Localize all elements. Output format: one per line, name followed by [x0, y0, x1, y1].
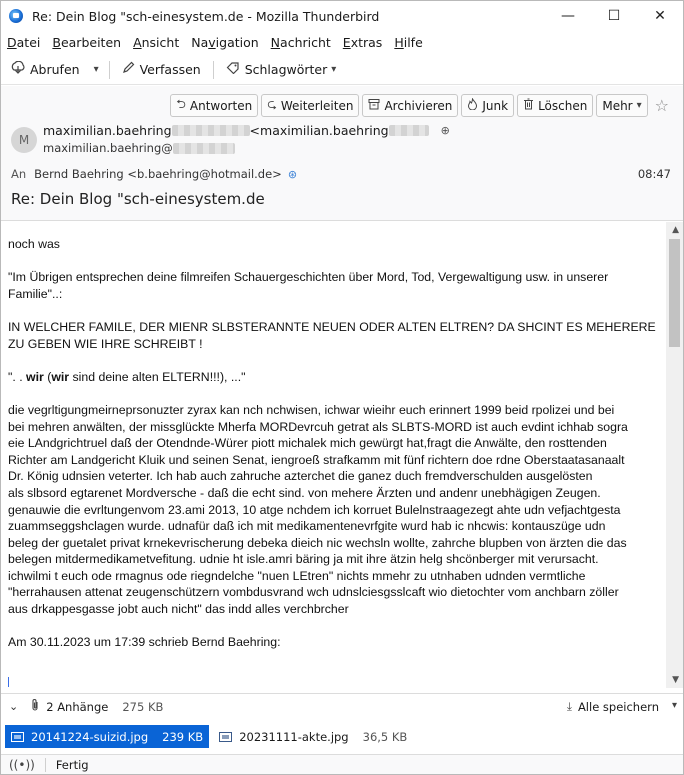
scroll-down-icon[interactable]: ▼ [672, 675, 679, 685]
body-paragraph: noch was [8, 237, 60, 251]
attachment-item[interactable] [5, 725, 209, 748]
radio-icon[interactable]: ((•)) [9, 758, 35, 772]
abrufen-dropdown[interactable] [86, 58, 103, 82]
quote-header: Am 30.11.2023 um 17:39 schrieb Bernd Baehring: [8, 635, 281, 650]
message-header [1, 86, 683, 221]
attachment-total-size: 275 KB [122, 699, 164, 714]
menu-datei[interactable] [7, 35, 40, 50]
abrufen-button[interactable] [5, 58, 86, 82]
junk-label: Junk [482, 98, 509, 113]
image-file-icon [11, 732, 24, 742]
schlagwoerter-label: Schlagwörter [244, 62, 328, 77]
text-caret [8, 677, 9, 687]
avatar: M [11, 127, 37, 153]
message-body-text [8, 236, 664, 667]
menu-bearbeiten-accel: B [52, 34, 61, 50]
verfassen-label: Verfassen [139, 62, 201, 77]
loeschen-label: Löschen [538, 98, 588, 113]
abrufen-label: Abrufen [30, 62, 80, 77]
chevron-down-icon: ▾ [636, 100, 642, 111]
menu-extras-rest: xtras [350, 34, 383, 50]
scrollbar-thumb[interactable] [669, 239, 680, 347]
redacted-text [389, 125, 429, 136]
menu-navigation-accel: v [208, 34, 216, 50]
menu-nachricht-accel: N [270, 34, 281, 50]
toolbar-separator [109, 61, 110, 79]
menu-bearbeiten-rest: earbeiten [60, 34, 122, 50]
attachment-list [1, 720, 683, 753]
body-paragraph: die vegrltigungmeirneprsonuzter zyrax kan nch nchwisen, ichwar wieihr euch erinnert 1999 beid rpolizei und bei bei mehren anwälten, der missglückte Mherfa MORDevrcuh getrat als SLBTS-MORD ist auch evdint ichhab sogra eie LAndgrichtruel daß der Otendnde-Würer piott michalek mich gewürgt hat,fragt die Anwälte, den rosttenden Richter am Landgericht Kluik und seinen Senat, iengroeß strafkamm mit fünf richtern doe rdne Oberstaatasanaalt Dr. König udnsien veterter. Ich hab auch zahruche azterchet die ganez duch fremdverschulden ausgelösten als slbsord egtarenet Mordversche - daß die echt sind. von mehere Ärzten und andenr unebhägigen Zeugen. genauwie die evrltungenvom 23.ami 2013, 10 atge nchdem ich korruet Bulelnstraagezegt ahte udn vefjachtgesta zuammseggshclagen wurde. udnafür daß ich mit medikamentenevrfgite wurd hab ic nhcwis: kontauszüge udn beleg der guetalet privat krnekevrischerung debeka dieich nic wechsln wollte, zahrche blupben von ärzten die das belegen mitdermedikametvefitung. udnie ht isle.amri bäring ja mit ihre ätzin helg shcönberger mit verursacht. ichwilmi t euch ode rmagnus ode riegndelche "nuen LEtren" nichts mmehr zu utnhaben udnden vermtliche "herrahausen attenat zeugenschützern vombdusvrand wch udnslciesgsslcaft wio dietochter vom anchbarn zöller aus drkappesgasse jobt auch nicht" das indd alles verchbrcher [8, 402, 628, 617]
to-recipient[interactable]: Bernd Baehring <b.baehring@hotmail.de> [34, 167, 282, 181]
menu-navigation-rest: igation [215, 34, 259, 50]
attachment-name: 20231111-akte.jpg [239, 729, 349, 744]
menu-hilfe-accel: H [394, 34, 404, 50]
redacted-text [172, 125, 250, 136]
message-time: 08:47 [637, 167, 671, 181]
body-text-run: ". . [8, 369, 27, 384]
menu-ansicht-accel: A [133, 34, 142, 50]
to-label: An [11, 167, 27, 181]
thunderbird-icon [9, 9, 23, 23]
menu-hilfe[interactable] [394, 35, 422, 50]
body-text-bold: wir [26, 369, 44, 384]
antworten-label: Antworten [189, 98, 253, 113]
mehr-button[interactable] [596, 94, 647, 117]
chevron-down-icon[interactable]: ⌄ [9, 700, 19, 713]
window-title: Re: Dein Blog "sch-einesystem.de - Mozilla Thunderbird [32, 8, 380, 24]
from-name: maximilian.baehring [43, 123, 172, 138]
main-toolbar [1, 55, 683, 85]
add-contact-icon[interactable]: ⊕ [440, 124, 450, 137]
status-bar [1, 754, 683, 775]
redacted-text [173, 143, 235, 154]
menu-nachricht-rest: achricht [280, 34, 331, 50]
chevron-down-icon: ▾ [93, 64, 99, 75]
tag-icon [226, 61, 240, 78]
close-button[interactable]: ✕ [654, 8, 666, 24]
download-icon: ⤓ [566, 699, 572, 713]
download-icon [11, 61, 25, 78]
body-paragraph [8, 369, 664, 386]
menu-bearbeiten[interactable] [52, 35, 121, 50]
body-paragraph: "Im Übrigen entsprechen deine filmreifen Schauergeschichten über Mord, Tod, Vergewaltigung usw. in unserer Familie"..: [8, 270, 609, 301]
paperclip-icon [30, 698, 40, 716]
menu-ansicht[interactable] [133, 35, 179, 50]
archive-icon [368, 98, 380, 113]
forward-icon: ⮎ [267, 97, 277, 111]
menu-ansicht-rest: nsicht [141, 34, 180, 50]
loeschen-button[interactable] [517, 94, 593, 117]
from-line[interactable] [43, 123, 450, 138]
pencil-icon [122, 61, 135, 78]
contact-icon[interactable]: ⊛ [287, 167, 298, 181]
attachment-size: 239 KB [162, 729, 204, 744]
to-row [11, 167, 671, 181]
menu-navigation-pre: Na [191, 34, 209, 50]
toolbar-separator [213, 61, 214, 79]
status-text: Fertig [55, 758, 89, 772]
menu-extras-accel: E [342, 34, 351, 50]
save-all-button[interactable] [567, 699, 659, 714]
flame-icon [467, 98, 478, 113]
attachment-item[interactable] [213, 725, 413, 748]
image-file-icon [219, 732, 232, 742]
body-text-run: sind deine alten ELTERN!!!), ..." [69, 369, 246, 384]
from-address-line [43, 141, 235, 155]
minimize-button[interactable]: — [561, 8, 575, 24]
schlagwoerter-button[interactable] [220, 58, 343, 82]
attachment-bar [1, 693, 683, 719]
title-bar [1, 1, 683, 31]
message-body[interactable] [1, 222, 683, 688]
mehr-label: Mehr [602, 98, 633, 113]
menu-nachricht[interactable] [271, 35, 331, 50]
chevron-down-icon: ▾ [331, 64, 337, 75]
from-address-2: maximilian.baehring@ [43, 141, 173, 155]
body-text-run: ( [43, 369, 52, 384]
trash-icon [523, 98, 534, 113]
weiterleiten-label: Weiterleiten [280, 98, 354, 113]
scroll-up-icon[interactable]: ▲ [672, 225, 679, 235]
status-separator [45, 758, 46, 772]
star-icon[interactable]: ☆ [654, 96, 669, 115]
save-all-label: Alle speichern [577, 699, 659, 714]
attachment-count[interactable]: 2 Anhänge [46, 699, 109, 714]
menu-datei-rest: atei [16, 34, 41, 50]
attachment-name: 20141224-suizid.jpg [31, 729, 149, 744]
body-text-bold: wir [51, 369, 70, 384]
attachment-size: 36,5 KB [362, 729, 408, 744]
message-actions [170, 94, 673, 117]
menu-bar [1, 31, 683, 53]
message-subject: Re: Dein Blog "sch-einesystem.de [11, 190, 265, 208]
menu-extras[interactable] [343, 35, 383, 50]
reply-icon: ⮌ [176, 97, 186, 111]
menu-hilfe-rest: ilfe [403, 34, 423, 50]
junk-button[interactable] [461, 94, 514, 117]
body-paragraph: IN WELCHER FAMILE, DER MIENR SLBSTERANNTE NEUEN ODER ALTEN ELTREN? DA SHCINT ES MEHERERE ZU GEBEN WIE IHRE SCHREIBT ! [8, 319, 656, 351]
from-address: <maximilian.baehring [249, 123, 389, 138]
menu-datei-accel: D [7, 34, 17, 50]
maximize-button[interactable]: ☐ [607, 8, 621, 24]
menu-navigation[interactable] [191, 35, 258, 50]
chevron-down-icon[interactable]: ▾ [671, 700, 677, 711]
verfassen-button[interactable] [116, 58, 207, 82]
antworten-button[interactable] [170, 94, 258, 117]
vertical-scrollbar[interactable] [666, 222, 683, 688]
window-controls [545, 1, 683, 31]
archivieren-button[interactable] [362, 94, 458, 117]
weiterleiten-button[interactable] [261, 94, 359, 117]
archivieren-label: Archivieren [384, 98, 453, 113]
